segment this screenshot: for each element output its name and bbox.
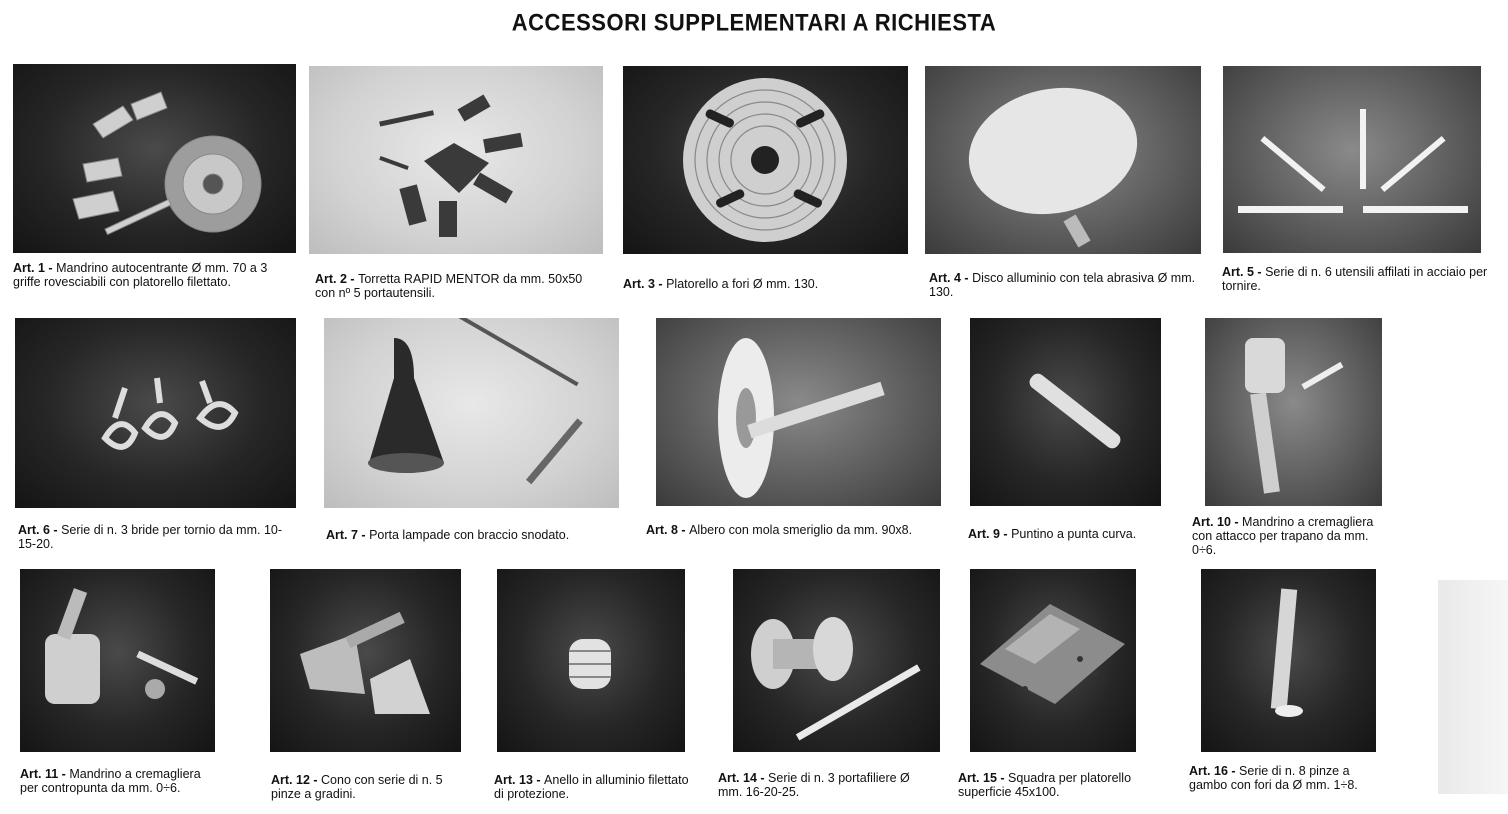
art-description: Puntino a punta curva. (1011, 527, 1137, 541)
art-number: Art. 2 - (315, 272, 355, 286)
caption-art-3 (623, 277, 908, 291)
art-description: Disco alluminio con tela abrasiva Ø mm. 130. (929, 271, 1196, 299)
art-number: Art. 14 - (718, 771, 765, 785)
photo-collet-cone (270, 569, 461, 752)
art-number: Art. 6 - (18, 523, 58, 537)
caption-art-13 (494, 773, 694, 801)
art-number: Art. 7 - (326, 528, 366, 542)
art-number: Art. 13 - (494, 773, 541, 787)
art-description: Cono con serie di n. 5 pinze a gradini. (271, 773, 443, 801)
caption-art-14 (718, 771, 928, 799)
caption-art-2 (315, 272, 603, 300)
caption-art-9 (968, 527, 1168, 541)
paper-edge (1438, 580, 1508, 794)
art-number: Art. 15 - (958, 771, 1005, 785)
photo-die-holders (733, 569, 940, 752)
photo-chuck (13, 64, 296, 253)
art-number: Art. 11 - (20, 767, 66, 781)
art-number: Art. 4 - (929, 271, 969, 285)
art-description: Mandrino autocentrante Ø mm. 70 a 3 griffe rovesciabili con platorello filettato. (13, 261, 268, 289)
art-number: Art. 12 - (271, 773, 318, 787)
caption-art-4 (929, 271, 1212, 299)
art-description: Mandrino a cremagliera con attacco per trapano da mm. 0÷6. (1192, 515, 1374, 557)
photo-tailstock-chuck (20, 569, 215, 752)
photo-abrasive-disc (925, 66, 1201, 254)
photo-collets (1201, 569, 1376, 752)
caption-art-10 (1192, 515, 1392, 557)
art-number: Art. 10 - (1192, 515, 1239, 529)
caption-art-16 (1189, 764, 1389, 792)
caption-art-11 (20, 767, 220, 795)
art-number: Art. 9 - (968, 527, 1008, 541)
photo-lamp-holder (324, 318, 619, 508)
caption-art-7 (326, 528, 616, 542)
caption-art-8 (646, 523, 938, 537)
art-description: Anello in alluminio filettato di protezione. (494, 773, 689, 801)
caption-art-15 (958, 771, 1158, 799)
caption-art-12 (271, 773, 471, 801)
photo-aluminium-ring (497, 569, 685, 752)
photo-lathe-tools (1223, 66, 1481, 253)
caption-art-1 (13, 261, 296, 289)
caption-art-5 (1222, 265, 1492, 293)
photo-lathe-dogs (15, 318, 296, 508)
caption-art-6 (18, 523, 296, 551)
art-number: Art. 5 - (1222, 265, 1262, 279)
photo-angle-plate (970, 569, 1136, 752)
art-description: Squadra per platorello superficie 45x100. (958, 771, 1132, 799)
photo-drill-chuck-spindle (1205, 318, 1382, 506)
page-title: ACCESSORI SUPPLEMENTARI A RICHIESTA (511, 8, 997, 37)
photo-grinding-wheel (656, 318, 941, 506)
art-number: Art. 3 - (623, 277, 663, 291)
art-description: Serie di n. 6 utensili affilati in acciaio per tornire. (1222, 265, 1488, 293)
art-number: Art. 16 - (1189, 764, 1236, 778)
art-description: Mandrino a cremagliera per contropunta da mm. 0÷6. (20, 767, 201, 795)
art-description: Serie di n. 8 pinze a gambo con fori da Ø mm. 1÷8. (1189, 764, 1358, 792)
photo-turret (309, 66, 603, 254)
art-number: Art. 8 - (646, 523, 686, 537)
art-description: Porta lampade con braccio snodato. (369, 528, 570, 542)
art-description: Serie di n. 3 portafiliere Ø mm. 16-20-25. (718, 771, 910, 799)
art-description: Torretta RAPID MENTOR da mm. 50x50 con nº 5 portautensili. (315, 272, 583, 300)
art-description: Serie di n. 3 bride per tornio da mm. 10-15-20. (18, 523, 283, 551)
photo-faceplate (623, 66, 908, 254)
art-number: Art. 1 - (13, 261, 53, 275)
art-description: Albero con mola smeriglio da mm. 90x8. (689, 523, 913, 537)
photo-bent-center (970, 318, 1161, 506)
art-description: Platorello a fori Ø mm. 130. (666, 277, 819, 291)
